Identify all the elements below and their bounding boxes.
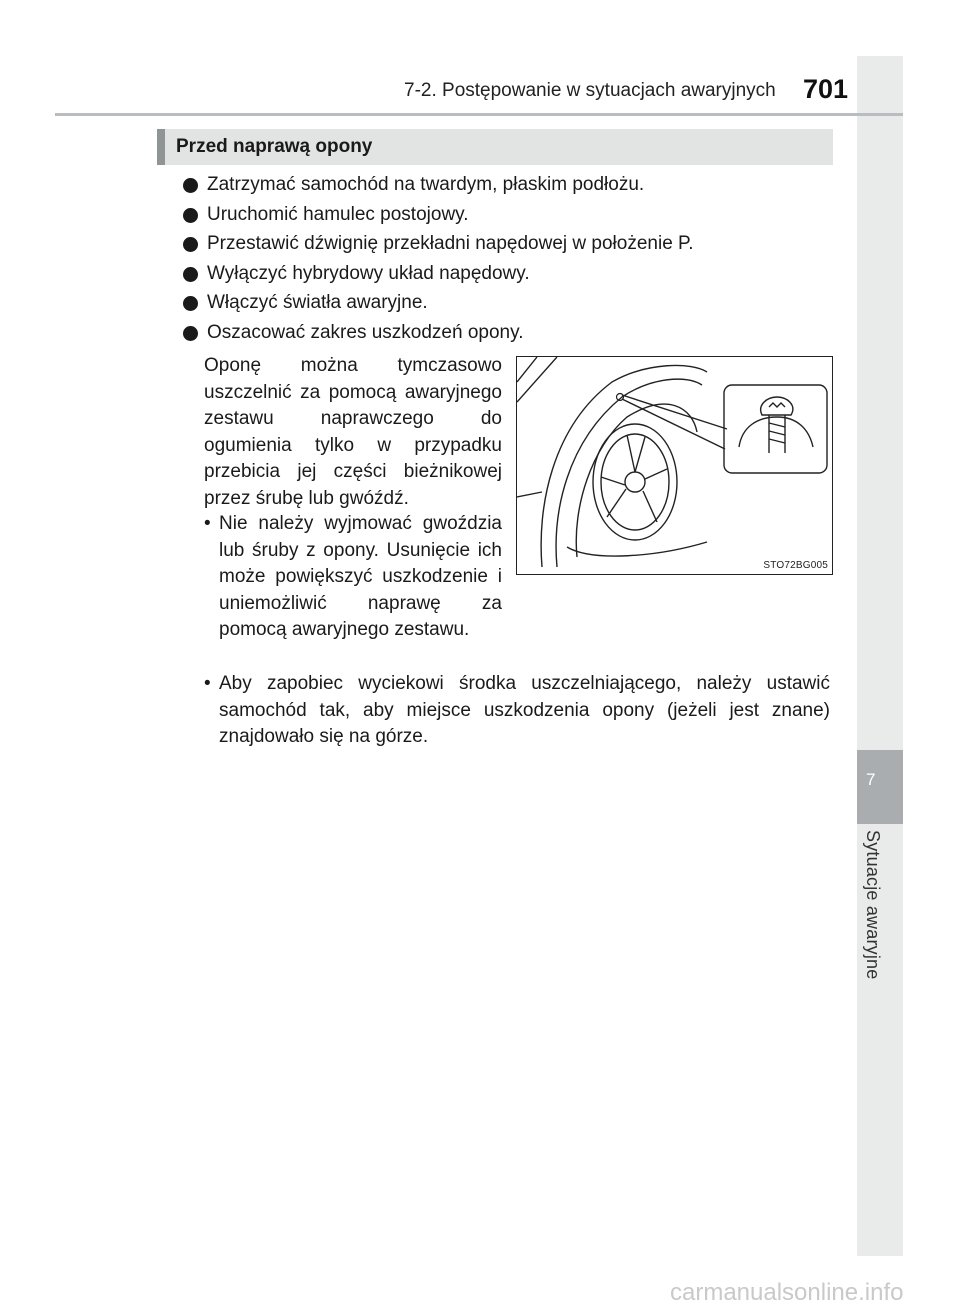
bullet-text: Oszacować zakres uszkodzeń opony. — [207, 321, 524, 343]
bullet-text: Wyłączyć hybrydowy układ napędowy. — [207, 262, 530, 284]
bullet-text: Włączyć światła awaryjne. — [207, 292, 428, 313]
bullet-item — [183, 292, 694, 322]
bullet-item — [183, 174, 694, 204]
running-header: 7-2. Postępowanie w sytuacjach awaryjnych — [404, 80, 776, 101]
section-heading-bar — [157, 129, 165, 165]
chapter-number-box — [857, 750, 903, 824]
header-rule — [55, 113, 903, 116]
bullet-text: Przestawić dźwignię przekładni napędowej w położenie P. — [207, 233, 694, 254]
sub-item-text: Nie należy wyjmować gwoździa lub śruby z opony. Usunięcie ich może powiększyć uszkodzenie i uniemożliwić naprawę za pomocą awaryjnego zestawu. — [219, 513, 502, 641]
sub-item-text: Aby zapobiec wyciekowi środka uszczelniającego, należy ustawić samochód tak, aby miejsce uszkodzenia opony (jeżeli jest znane) znajdowało się na górze. — [219, 673, 830, 748]
chapter-number: 7 — [866, 770, 876, 789]
bullet-item — [183, 233, 694, 263]
tire-illustration — [516, 356, 833, 575]
bullet-item — [183, 263, 694, 293]
watermark: carmanualsonline.info — [670, 1279, 904, 1306]
section-heading — [157, 129, 833, 165]
bullet-item — [183, 322, 694, 352]
bullet-dot-icon — [183, 326, 198, 341]
sub-bullet-marker: • — [204, 513, 211, 534]
bullet-text: Uruchomić hamulec postojowy. — [207, 203, 469, 225]
bullet-list — [183, 174, 694, 351]
body-paragraph: Oponę można tymczasowo uszczelnić za pomocą awaryjnego zestawu naprawczego do ogumienia tylko w przypadku przebicia jej części bieżnikowej przez śrubę lub gwóźdź. — [204, 355, 502, 509]
bullet-dot-icon — [183, 178, 198, 193]
chapter-label: Sytuacje awaryjne — [863, 830, 883, 980]
page-number: 701 — [803, 74, 849, 104]
bullet-text: Zatrzymać samochód na twardym, płaskim podłożu. — [207, 174, 645, 195]
sub-bullet-marker: • — [204, 673, 211, 694]
bullet-dot-icon — [183, 267, 198, 282]
bullet-dot-icon — [183, 208, 198, 223]
sub-item — [204, 671, 830, 751]
chapter-side-tab — [857, 56, 903, 1256]
bullet-dot-icon — [183, 237, 198, 252]
bullet-dot-icon — [183, 296, 198, 311]
tire-with-screw-drawing — [517, 357, 833, 575]
sub-item — [204, 511, 502, 644]
section-title: Przed naprawą opony — [176, 136, 373, 157]
figure-code: STO72BG005 — [763, 560, 828, 571]
bullet-item — [183, 204, 694, 234]
